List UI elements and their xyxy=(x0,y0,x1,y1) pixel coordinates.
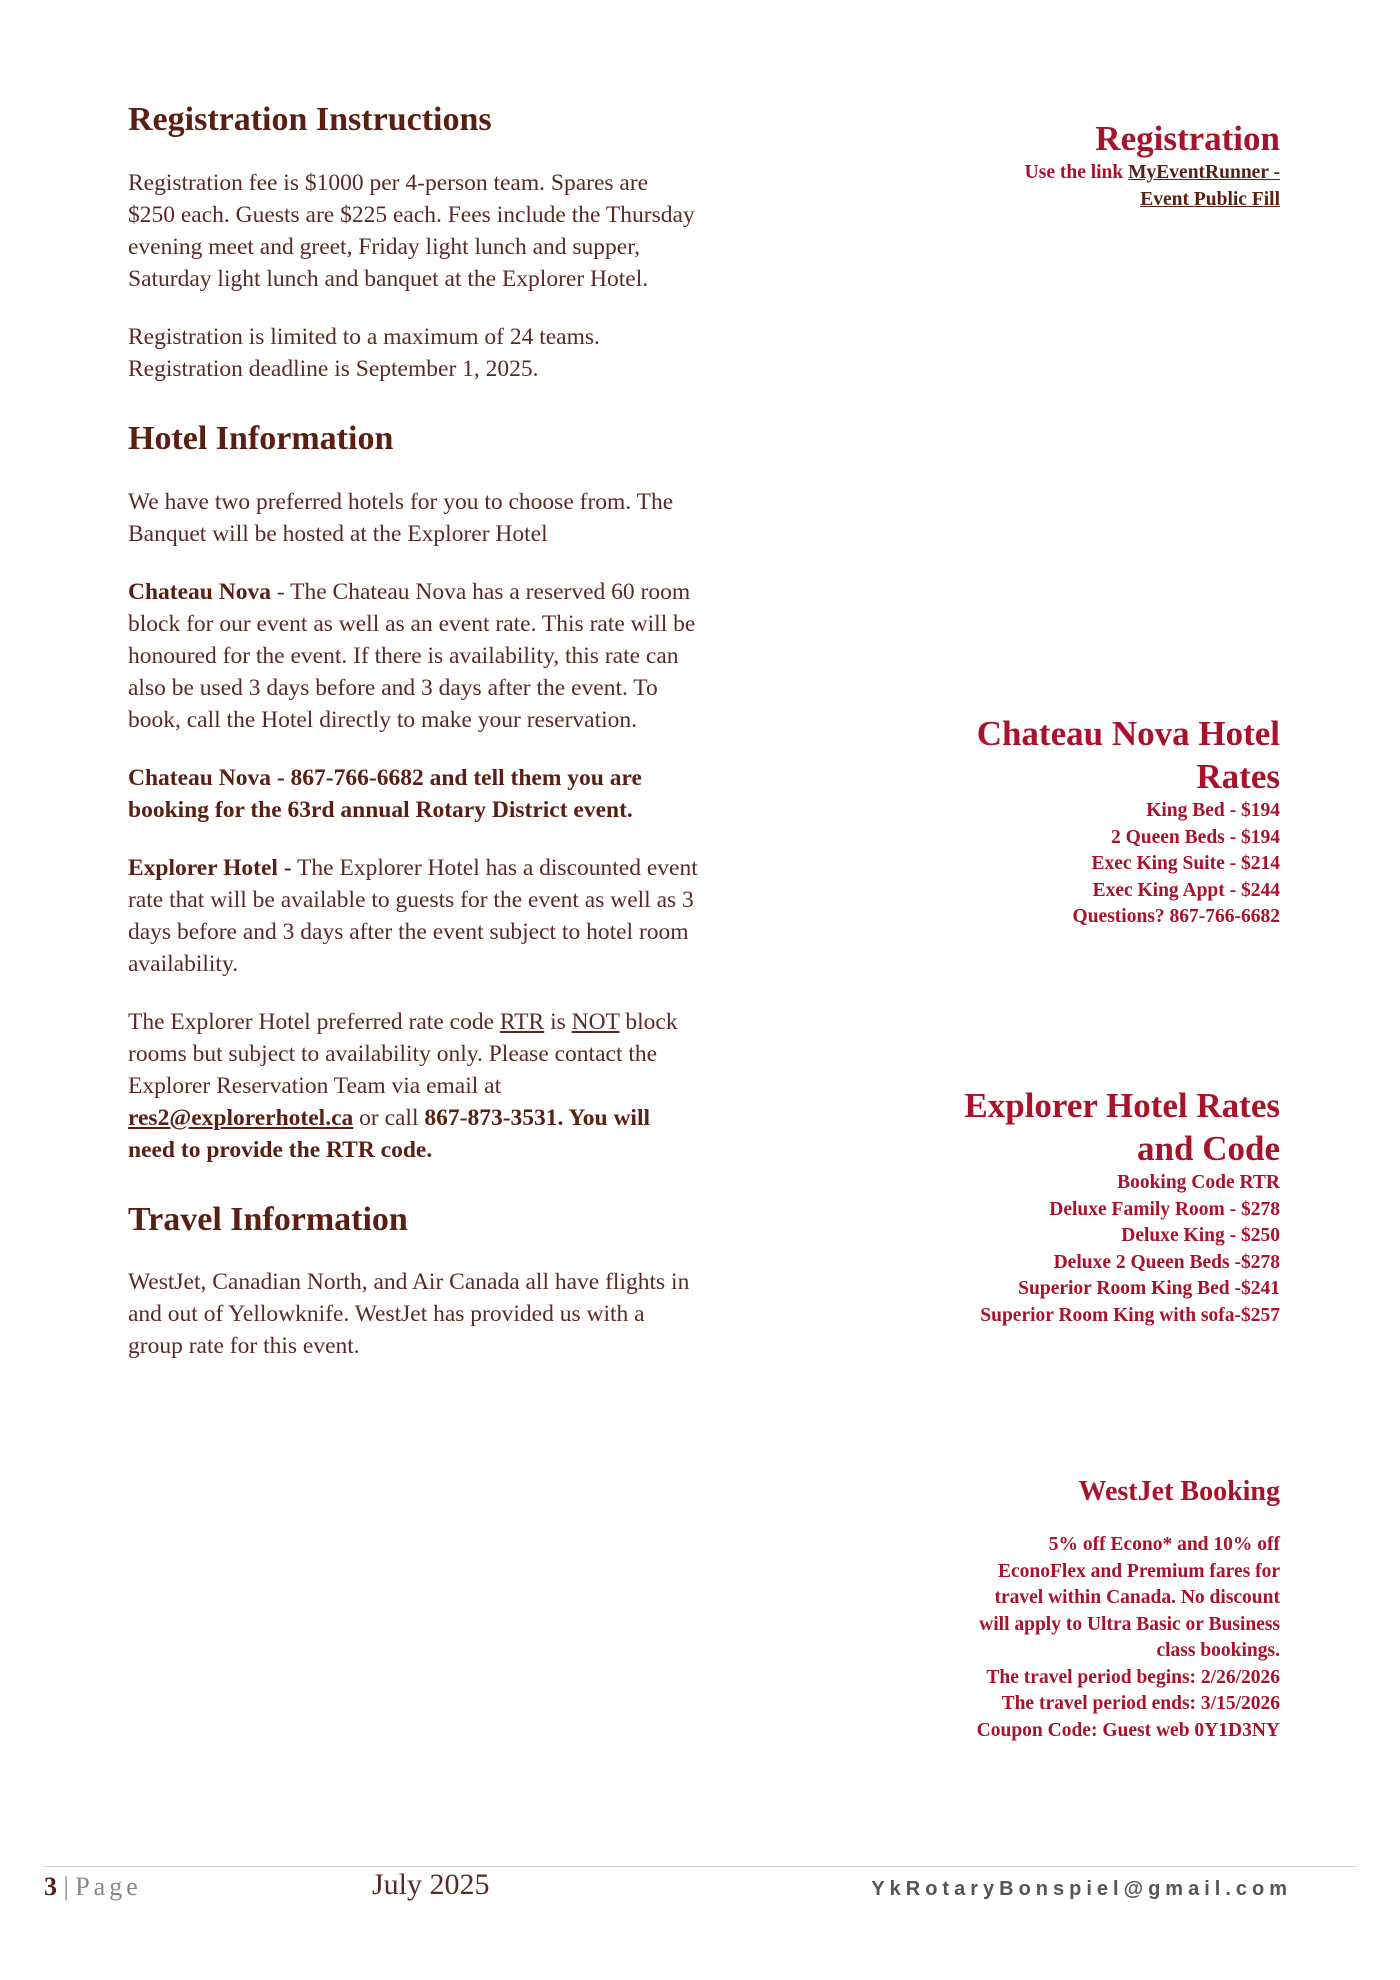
chateau-text: - The Chateau Nova has a reserved 60 room block for our event as well as an event rate. This rate will be honoured for the event. If there is availability, this rate can also be used 3 days before and 3 days after the event. To book, call the Hotel directly to make your reservation. xyxy=(128,578,696,733)
westjet-line: travel within Canada. No discount xyxy=(994,1587,1280,1608)
footer-divider xyxy=(44,1866,1356,1867)
explorer-rate-line: Deluxe King - $250 xyxy=(1121,1225,1280,1246)
explorer-text: The Explorer Hotel has a discounted event rate that will be available to guests for the event as well as 3 days before and 3 days after the event subject to hotel room availability. xyxy=(128,854,698,977)
westjet-line: EconoFlex and Premium fares for xyxy=(998,1560,1280,1582)
chateau-paragraph xyxy=(128,576,698,736)
chateau-phone-text: Chateau Nova - 867-766-6682 and tell them you are booking for the 63rd annual Rotary District event. xyxy=(128,764,642,823)
explorer-rate-line: Deluxe 2 Queen Beds -$278 xyxy=(1053,1251,1280,1273)
chateau-phone-paragraph xyxy=(128,762,698,826)
explorer-label: Explorer Hotel - xyxy=(128,854,292,881)
westjet-line: The travel period begins: 2/26/2026 xyxy=(986,1666,1280,1688)
registration-instructions-heading: Registration Instructions xyxy=(128,101,492,138)
travel-paragraph: WestJet, Canadian North, and Air Canada all have flights in and out of Yellowknife. WestJet has provided us with a group rate for this event. xyxy=(128,1269,690,1360)
chateau-rates-sidebar xyxy=(977,712,1280,931)
rate-code-paragraph xyxy=(128,1006,698,1166)
explorer-email-link[interactable]: res2@explorerhotel.ca xyxy=(128,1104,354,1131)
registration-link-line-2 xyxy=(1025,187,1280,214)
explorer-rates-sidebar xyxy=(964,1084,1280,1329)
explorer-rates-title-2: and Code xyxy=(1137,1129,1280,1168)
event-public-fill-link[interactable]: Event Public Fill xyxy=(1140,188,1280,210)
rate-code-text-d: or call xyxy=(353,1104,425,1131)
chateau-rate-line: 2 Queen Beds - $194 xyxy=(1110,826,1280,848)
chateau-rate-line: Exec King Appt - $244 xyxy=(1092,879,1280,901)
rate-code-text-c: block rooms but subject to availability only. Please contact the Explorer Reservation Team via email at xyxy=(128,1008,678,1099)
chateau-rate-line: Exec King Suite - $214 xyxy=(1091,853,1280,874)
westjet-line: 5% off Econo* and 10% off xyxy=(1048,1534,1280,1555)
travel-information-heading: Travel Information xyxy=(128,1200,408,1238)
chateau-label: Chateau Nova xyxy=(128,578,271,605)
westjet-title: WestJet Booking xyxy=(1078,1476,1280,1507)
explorer-rate-line: Superior Room King Bed -$241 xyxy=(1018,1278,1280,1299)
not-emphasis: NOT xyxy=(571,1008,620,1035)
registration-link-line xyxy=(1025,160,1280,187)
hotel-information-heading: Hotel Information xyxy=(128,419,394,457)
hotel-intro-paragraph: We have two preferred hotels for you to choose from. The Banquet will be hosted at the Explorer Hotel xyxy=(128,488,674,547)
rtr-code: RTR xyxy=(499,1008,545,1035)
westjet-coupon-line: Coupon Code: Guest web 0Y1D3NY xyxy=(976,1719,1280,1741)
footer-date: July 2025 xyxy=(372,1868,490,1901)
rate-code-text-b: is xyxy=(544,1008,572,1035)
registration-link-prefix: Use the link xyxy=(1024,162,1129,183)
page-separator: | xyxy=(57,1872,76,1901)
westjet-sidebar xyxy=(977,1474,1280,1744)
explorer-rate-line: Booking Code RTR xyxy=(1117,1172,1280,1193)
registration-sidebar-title: Registration xyxy=(1095,119,1280,158)
registration-sidebar xyxy=(1025,117,1280,213)
footer-email: YkRotaryBonspiel@gmail.com xyxy=(871,1878,1292,1900)
page-word: Page xyxy=(75,1872,142,1901)
footer-page-number xyxy=(44,1872,142,1902)
westjet-line: class bookings. xyxy=(1156,1640,1280,1661)
westjet-line: The travel period ends: 3/15/2026 xyxy=(1001,1693,1280,1714)
explorer-paragraph xyxy=(128,852,698,980)
chateau-rates-title-1: Chateau Nova Hotel xyxy=(976,714,1280,753)
chateau-rates-title-2: Rates xyxy=(1196,757,1280,796)
explorer-phone-text: 867-873-3531. You will need to provide the RTR code. xyxy=(128,1104,651,1163)
registration-fee-paragraph: Registration fee is $1000 per 4-person team. Spares are $250 each. Guests are $225 each. Fees include the Thursday evening meet and greet, Friday light lunch and supper, Saturday light lunch and banquet at the Explorer Hotel. xyxy=(128,169,695,292)
explorer-rates-title-1: Explorer Hotel Rates xyxy=(964,1086,1280,1125)
rate-code-text-a: The Explorer Hotel preferred rate code xyxy=(128,1008,500,1035)
registration-limit-paragraph: Registration is limited to a maximum of 24 teams. Registration deadline is September 1, 2025. xyxy=(128,323,600,382)
page-number: 3 xyxy=(44,1872,57,1901)
westjet-line: will apply to Ultra Basic or Business xyxy=(979,1613,1280,1635)
explorer-rate-line: Superior Room King with sofa-$257 xyxy=(980,1304,1280,1326)
chateau-questions-line: Questions? 867-766-6682 xyxy=(1072,906,1280,927)
main-column xyxy=(128,100,698,1388)
explorer-rate-line: Deluxe Family Room - $278 xyxy=(1049,1198,1280,1220)
chateau-rate-line: King Bed - $194 xyxy=(1146,800,1280,821)
myeventrunner-link[interactable]: MyEventRunner - xyxy=(1128,162,1280,183)
